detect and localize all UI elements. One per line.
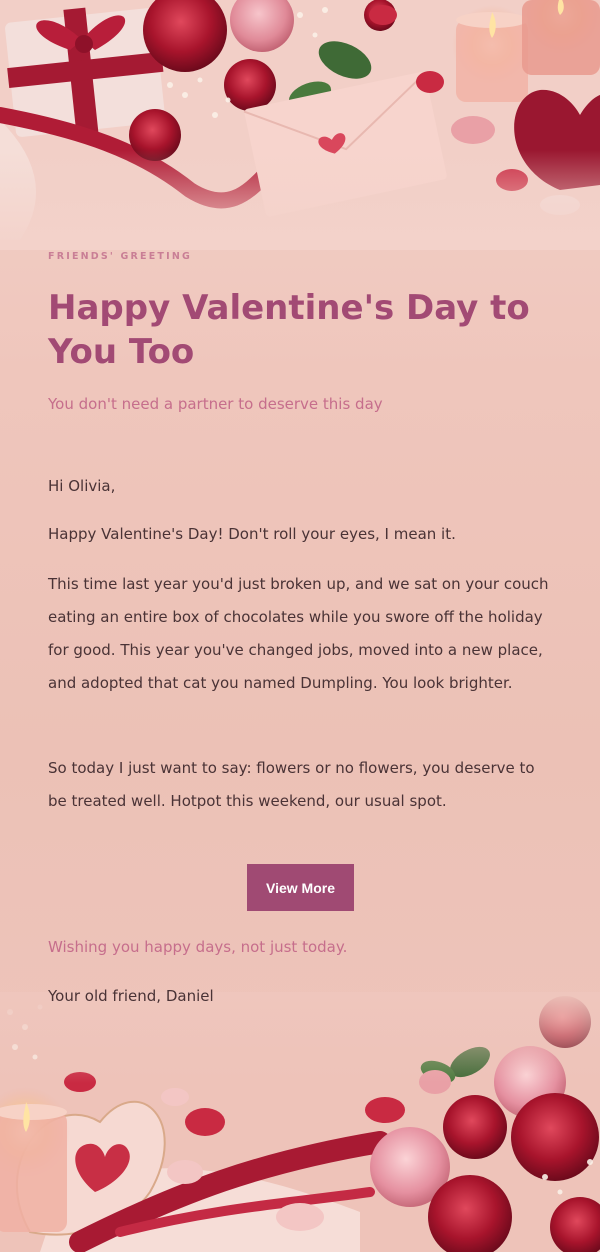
signoff-text: Your old friend, Daniel — [48, 987, 214, 1005]
eyebrow-label: FRIENDS' GREETING — [48, 251, 192, 262]
greeting-text: Hi Olivia, — [48, 477, 116, 495]
view-more-button[interactable]: View More — [247, 864, 354, 911]
closing-text: Wishing you happy days, not just today. — [48, 938, 348, 956]
top-floral-banner — [0, 0, 600, 250]
paragraph-1: Happy Valentine's Day! Don't roll your eyes, I mean it. — [48, 525, 456, 543]
paragraph-3: So today I just want to say: flowers or no flowers, you deserve to be treated well. Hotpot this weekend, our usual spot. — [48, 759, 535, 810]
bottom-floral-banner — [0, 992, 600, 1252]
paragraph-2: This time last year you'd just broken up, and we sat on your couch eating an entire box of chocolates while you swore off the holiday for good. This year you've changed jobs, moved into a new place, and adopted that cat you named Dumpling. You look brighter. — [48, 575, 549, 692]
email-title: Happy Valentine's Day to You Too — [48, 288, 530, 372]
email-subtitle: You don't need a partner to deserve this day — [48, 395, 383, 413]
